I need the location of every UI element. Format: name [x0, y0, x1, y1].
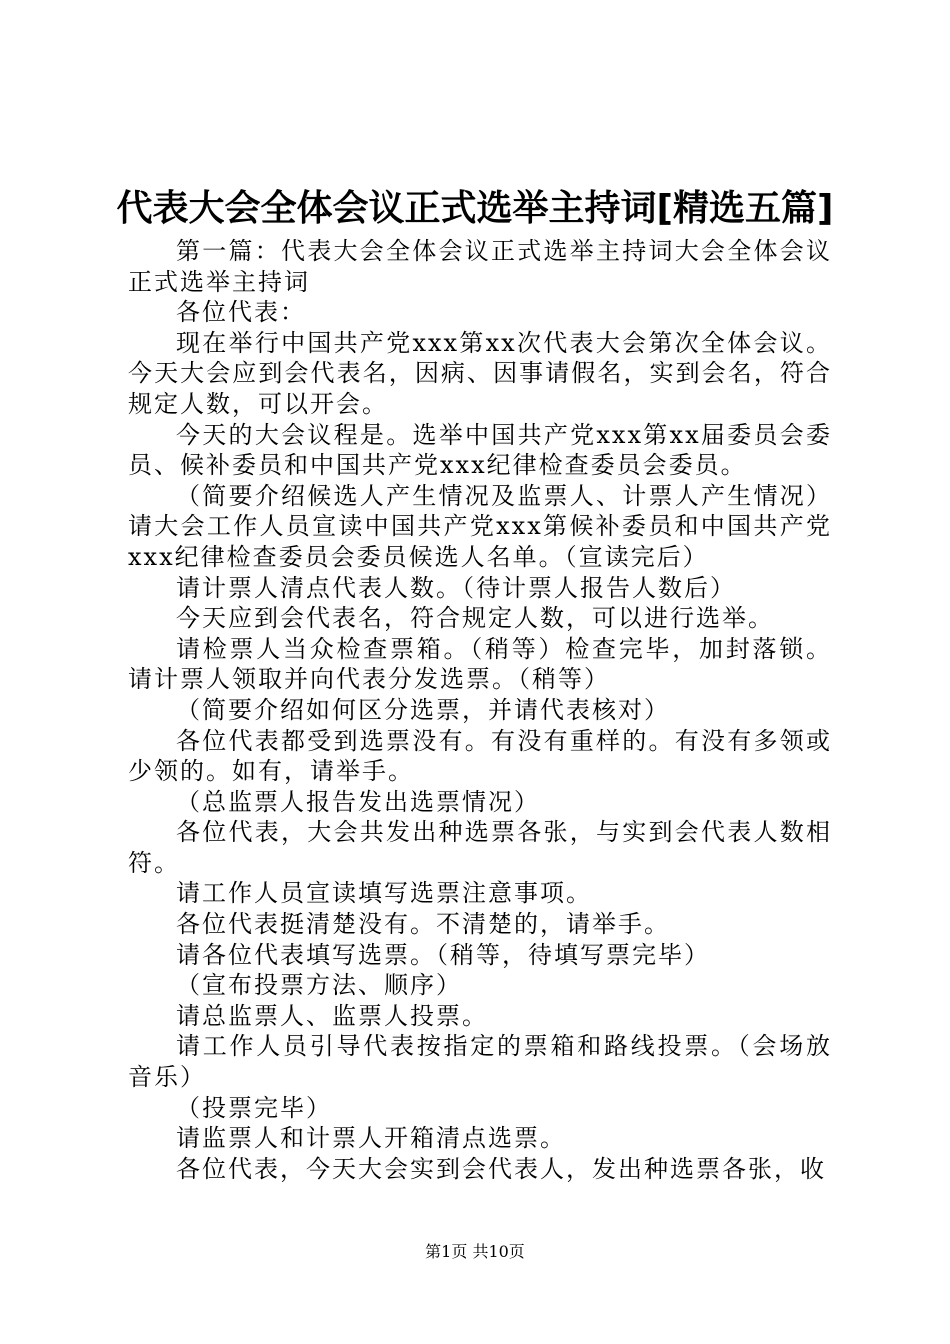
paragraph: 各位代表都受到选票没有。有没有重样的。有没有多领或少领的。如有，请举手。	[128, 726, 832, 786]
paragraph: 各位代表，大会共发出种选票各张，与实到会代表人数相符。	[128, 818, 832, 877]
paragraph: 今天应到会代表名，符合规定人数，可以进行选举。	[176, 604, 774, 633]
document-title: 代表大会全体会议正式选举主持词[精选五篇]	[116, 188, 834, 229]
paragraph: 请检票人当众检查票箱。（稍等）检查完毕，加封落锁。请计票人领取并向代表分发选票。（稍等）	[128, 634, 832, 694]
paragraph: （投票完毕）	[176, 1093, 332, 1122]
page-footer: 第1页 共10页	[425, 1242, 525, 1261]
paragraph: （宣布投票方法、顺序）	[176, 971, 462, 1000]
paragraph: 请工作人员宣读填写选票注意事项。	[176, 879, 592, 908]
paragraph: 现在举行中国共产党xxx第xx次代表大会第次全体会议。今天大会应到会代表名，因病、因事请假名，实到会名，符合规定人数，可以开会。	[128, 328, 832, 418]
paragraph: 请监票人和计票人开箱清点选票。	[176, 1124, 566, 1153]
paragraph: 今天的大会议程是。选举中国共产党xxx第xx届委员会委员、候补委员和中国共产党xxx纪律检查委员会委员。	[128, 420, 832, 480]
paragraph: 请工作人员引导代表按指定的票箱和路线投票。（会场放音乐）	[128, 1032, 832, 1092]
paragraph: （简要介绍候选人产生情况及监票人、计票人产生情况）请大会工作人员宣读中国共产党xxx第候补委员和中国共产党xxx纪律检查委员会委员候选人名单。（宣读完后）	[128, 481, 832, 571]
document-body	[128, 236, 832, 1184]
paragraph: 第一篇：代表大会全体会议正式选举主持词大会全体会议正式选举主持词	[128, 237, 832, 296]
paragraph: 请各位代表填写选票。（稍等，待填写票完毕）	[176, 940, 710, 969]
paragraph: 请总监票人、监票人投票。	[176, 1001, 488, 1030]
paragraph: 各位代表挺清楚没有。不清楚的，请举手。	[176, 910, 670, 939]
paragraph: 各位代表：	[176, 298, 306, 327]
paragraph: （简要介绍如何区分选票，并请代表核对）	[176, 695, 670, 724]
paragraph: 请计票人清点代表人数。（待计票人报告人数后）	[176, 573, 736, 602]
paragraph: （总监票人报告发出选票情况）	[176, 787, 540, 816]
paragraph: 各位代表，今天大会实到会代表人，发出种选票各张，收	[176, 1154, 826, 1183]
